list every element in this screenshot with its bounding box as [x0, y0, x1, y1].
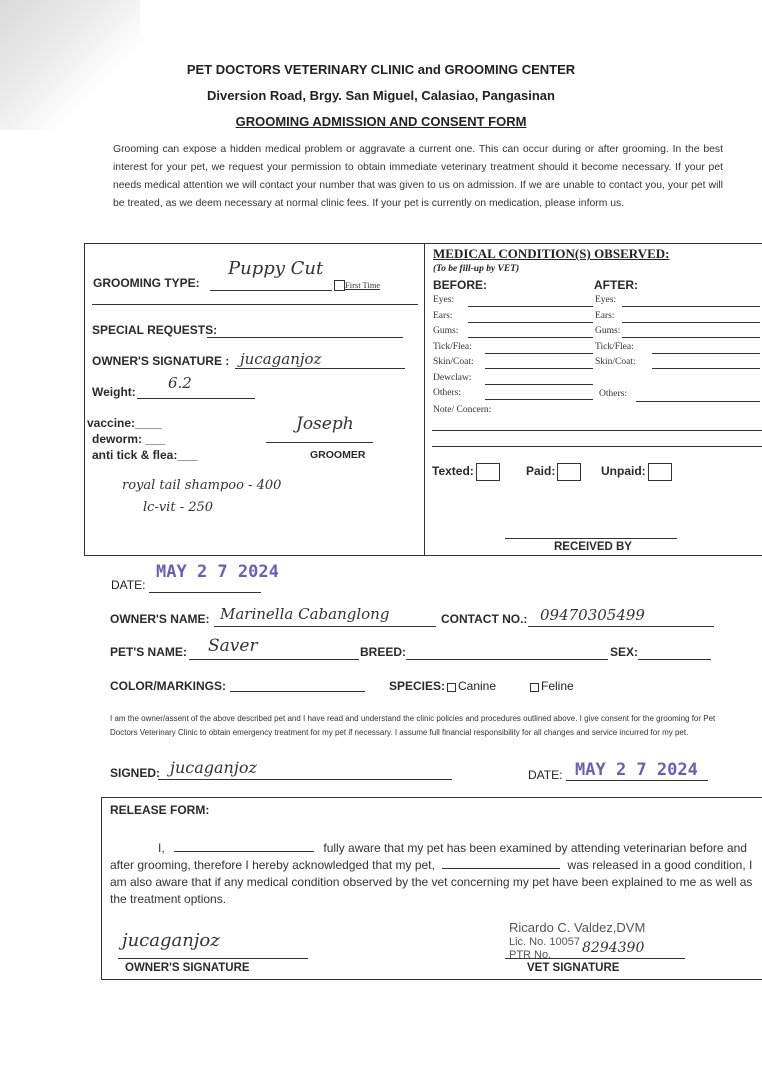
unpaid-label: Unpaid:	[601, 464, 646, 479]
owner-name-line	[214, 626, 436, 627]
after-field-line[interactable]	[652, 368, 760, 369]
color-markings-line[interactable]	[230, 691, 365, 692]
special-requests-label: SPECIAL REQUESTS:	[92, 323, 218, 337]
after-field-line[interactable]	[622, 337, 760, 338]
after-others-line[interactable]	[636, 401, 760, 402]
before-field-line[interactable]	[485, 368, 593, 369]
pet-name-label: PET'S NAME:	[110, 645, 187, 659]
feline-checkbox[interactable]	[530, 683, 539, 692]
intro-paragraph: Grooming can expose a hidden medical problem or aggravate a current one. This can occur during or after grooming. In the best interest for your pet, we request your permission to obtain immediate veterinary treatment should it become necessary. If your pet needs medical attention we will contact your number that was given to us on admission. If we are unable to contact you, your pet will be treated, as we deem necessary at normal clinic fees. If your pet is currently on medication, please inform us.	[113, 144, 723, 209]
contact-label: CONTACT NO.:	[441, 612, 528, 626]
vet-name: Ricardo C. Valdez,DVM	[509, 920, 646, 935]
sex-line[interactable]	[638, 659, 711, 660]
after-field-line[interactable]	[622, 322, 760, 323]
note-concern-label: Note/ Concern:	[433, 405, 492, 415]
before-field-line[interactable]	[468, 322, 593, 323]
clinic-address: Diversion Road, Brgy. San Miguel, Calasiao, Pangasinan	[207, 88, 555, 103]
owner-signature-line	[235, 368, 405, 369]
after-field-label: Eyes:	[595, 295, 617, 305]
before-field-label: Dewclaw:	[433, 372, 472, 383]
signed-label: SIGNED:	[110, 766, 161, 780]
breed-label: BREED:	[360, 645, 407, 659]
groomer-label: GROOMER	[310, 449, 366, 461]
before-field-label: Others:	[433, 388, 461, 398]
release-title: RELEASE FORM:	[110, 803, 210, 817]
before-field-label: Eyes:	[433, 295, 455, 305]
after-field-label: Gums:	[595, 326, 621, 336]
first-time-label: First Time	[345, 280, 381, 290]
date-label: DATE:	[111, 578, 146, 592]
sex-label: SEX:	[610, 645, 639, 659]
weight-label: Weight:	[92, 385, 136, 399]
after-label: AFTER:	[594, 278, 638, 292]
release-text	[110, 840, 760, 908]
before-field-line[interactable]	[468, 337, 593, 338]
note-line-2: lc-vit - 250	[143, 500, 214, 515]
release-owner-label: OWNER'S SIGNATURE	[125, 962, 250, 974]
medical-subtitle: (To be fill-up by VET)	[433, 264, 520, 274]
received-by-label: RECEIVED BY	[554, 541, 632, 553]
owner-signature-value[interactable]: jucaganjoz	[240, 350, 322, 368]
grooming-type-label: GROOMING TYPE:	[93, 276, 200, 290]
release-pet-blank[interactable]	[442, 868, 560, 869]
vet-signature-label: VET SIGNATURE	[527, 962, 620, 974]
paid-checkbox[interactable]	[557, 463, 581, 481]
before-label: BEFORE:	[433, 278, 487, 292]
paid-label: Paid:	[526, 464, 556, 479]
owner-name-label: OWNER'S NAME:	[110, 612, 210, 626]
grooming-type-value[interactable]: Puppy Cut	[228, 258, 324, 279]
canine-label: Canine	[458, 679, 497, 693]
groomer-line	[266, 442, 373, 443]
breed-line[interactable]	[406, 659, 608, 660]
consent-text: I am the owner/assent of the above described pet and I have read and understand the clinic policies and procedures outlined above. I give consent for the grooming for Pet Doctors Veterinary Clinic to obtain emergency treatment for my pet if necessary. I assume full financial responsibility for all changes and service incurred for my pet.	[110, 714, 716, 737]
vet-signature-line	[505, 958, 685, 959]
color-markings-label: COLOR/MARKINGS:	[110, 679, 226, 693]
note-line-b[interactable]	[432, 446, 762, 447]
vet-license: Lic. No. 10057	[509, 936, 580, 948]
contact-line	[528, 626, 714, 627]
release-text-b: fully aware that my pet has been examined by attending veterinarian before and after grooming, therefore I hereby acknowledged that my pet,	[110, 841, 747, 872]
unpaid-checkbox[interactable]	[648, 463, 672, 481]
consent-date-line	[566, 780, 708, 781]
release-name-blank[interactable]	[174, 851, 314, 852]
before-field-label: Skin/Coat:	[433, 357, 474, 367]
after-field-label: Tick/Flea:	[595, 341, 634, 352]
pet-name-line	[189, 659, 359, 660]
box-divider	[424, 244, 425, 555]
after-field-line[interactable]	[652, 353, 760, 354]
texted-group	[432, 463, 500, 481]
before-field-line[interactable]	[468, 306, 593, 307]
release-owner-signature[interactable]: jucaganjoz	[122, 930, 220, 951]
after-field-label: Ears:	[595, 310, 615, 321]
texted-label: Texted:	[432, 464, 474, 479]
unpaid-group	[601, 463, 672, 481]
after-field-line[interactable]	[622, 306, 760, 307]
before-field-line[interactable]	[485, 353, 593, 354]
groomer-value[interactable]: Joseph	[296, 414, 354, 434]
feline-label: Feline	[541, 679, 574, 693]
texted-checkbox[interactable]	[476, 463, 500, 481]
after-others-label: Others:	[599, 389, 627, 399]
first-time-checkbox[interactable]	[334, 280, 345, 291]
signed-line	[158, 779, 452, 780]
release-text-a: I,	[158, 841, 165, 855]
before-field-line[interactable]	[485, 399, 593, 400]
grooming-type-line	[210, 290, 332, 291]
canine-checkbox[interactable]	[447, 683, 456, 692]
species-label: SPECIES:	[389, 679, 446, 693]
consent-date-label: DATE:	[528, 768, 563, 782]
release-owner-line	[118, 958, 308, 959]
signed-value[interactable]: jucaganjoz	[170, 758, 257, 777]
before-field-label: Tick/Flea:	[433, 341, 472, 352]
date-line	[149, 592, 261, 593]
consent-date-stamp[interactable]: MAY 2 7 2024	[575, 760, 698, 780]
note-line-a[interactable]	[432, 430, 762, 431]
owner-signature-label: OWNER'S SIGNATURE :	[92, 354, 230, 368]
vet-ptr-value: 8294390	[582, 940, 645, 956]
pet-name-value[interactable]: Saver	[208, 636, 258, 656]
special-requests-line[interactable]	[207, 337, 403, 338]
note-line-1: royal tail shampoo - 400	[122, 478, 282, 493]
before-field-label: Ears:	[433, 310, 453, 321]
contact-value[interactable]: 09470305499	[540, 606, 645, 624]
weight-line	[137, 398, 255, 399]
date-stamp[interactable]: MAY 2 7 2024	[156, 562, 279, 582]
form-title: GROOMING ADMISSION AND CONSENT FORM	[235, 114, 527, 129]
grooming-type-line-2	[92, 304, 418, 305]
after-field-label: Skin/Coat:	[595, 357, 636, 367]
received-by-line[interactable]	[505, 538, 677, 539]
medical-title: MEDICAL CONDITION(S) OBSERVED:	[433, 246, 670, 261]
deworm-label: deworm: ___	[92, 432, 166, 446]
before-field-label: Gums:	[433, 326, 459, 336]
weight-value[interactable]: 6.2	[168, 374, 192, 392]
paid-group	[526, 463, 581, 481]
before-field-line[interactable]	[485, 384, 593, 385]
antitick-label: anti tick & flea:___	[92, 448, 198, 462]
release-text-c: was released in a good condition, I am also aware that if any medical condition observed by the vet concerning my pet have been explained to me as well as the treatment options.	[110, 858, 753, 906]
clinic-name: PET DOCTORS VETERINARY CLINIC and GROOMING CENTER	[186, 62, 576, 77]
vaccine-label: vaccine:____	[87, 416, 162, 430]
vet-ptr: PTR No.	[509, 949, 552, 961]
owner-name-value[interactable]: Marinella Cabanglong	[220, 605, 390, 623]
